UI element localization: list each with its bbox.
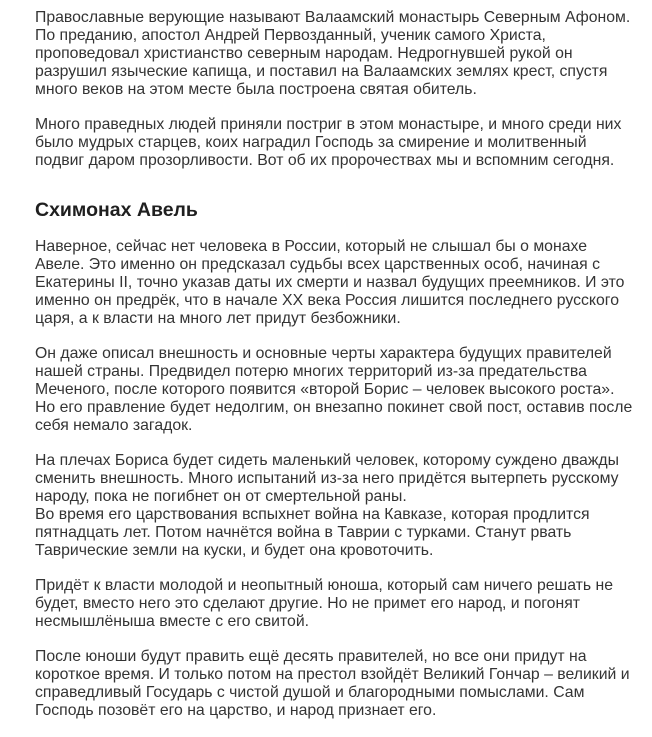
- section-paragraph-4: Во время его царствования вспыхнет война на Кавказе, которая продлится пятнадцать лет. Потом начнётся война в Таврии с турками. Станут рвать Таврические земли на куски, и будет она кровоточить.: [35, 506, 590, 559]
- article-body: [35, 9, 635, 737]
- intro-paragraph-2: Много праведных людей приняли постриг в этом монастыре, и много среди них было мудрых старцев, коих наградил Господь за смирение и молитвенный подвиг даром прозорливости. Вот об их пророчествах мы и вспомним сегодня.: [35, 116, 622, 169]
- intro-paragraph-1: Православные верующие называют Валаамский монастырь Северным Афоном. По преданию, апостол Андрей Первозданный, ученик самого Христа, проповедовал христианство северным народам. Недрогнувшей рукой он разрушил языческие капища, и поставил на Валаамских землях крест, спустя много веков на этом месте была построена святая обитель.: [35, 9, 631, 98]
- section-paragraph-2: Он даже описал внешность и основные черты характера будущих правителей нашей страны. Предвидел потерю многих территорий из-за предательства Меченого, после которого появится «второй Борис – человек высокого роста». Но его правление будет недолгим, он внезапно покинет свой пост, оставив после себя немало загадок.: [35, 345, 633, 434]
- section-paragraph-5: Придёт к власти молодой и неопытный юноша, который сам ничего решать не будет, вместо него это сделают другие. Но не примет его народ, и погонят несмышлёныша вместе с его свитой.: [35, 577, 614, 630]
- section-paragraph-1: Наверное, сейчас нет человека в России, который не слышал бы о монахе Авеле. Это именно он предсказал судьбы всех царственных особ, начиная с Екатерины II, точно указав даты их смерти и назвал будущих преемников. И это именно он предрёк, что в начале XX века Россия лишится последнего русского царя, а к власти на много лет придут безбожники.: [35, 238, 625, 327]
- section-heading: Схимонах Авель: [35, 199, 198, 221]
- section-paragraph-3: На плечах Бориса будет сидеть маленький человек, которому суждено дважды сменить внешность. Много испытаний из-за него придётся вытерпеть русскому народу, пока не погибнет он от смертельной раны.: [35, 452, 619, 505]
- section-paragraph-6: После юноши будут править ещё десять правителей, но все они придут на короткое время. И только потом на престол взойдёт Великий Гончар – великий и справедливый Государь с чистой душой и благородными помыслами. Сам Господь позовёт его на царство, и народ признает его.: [35, 648, 630, 719]
